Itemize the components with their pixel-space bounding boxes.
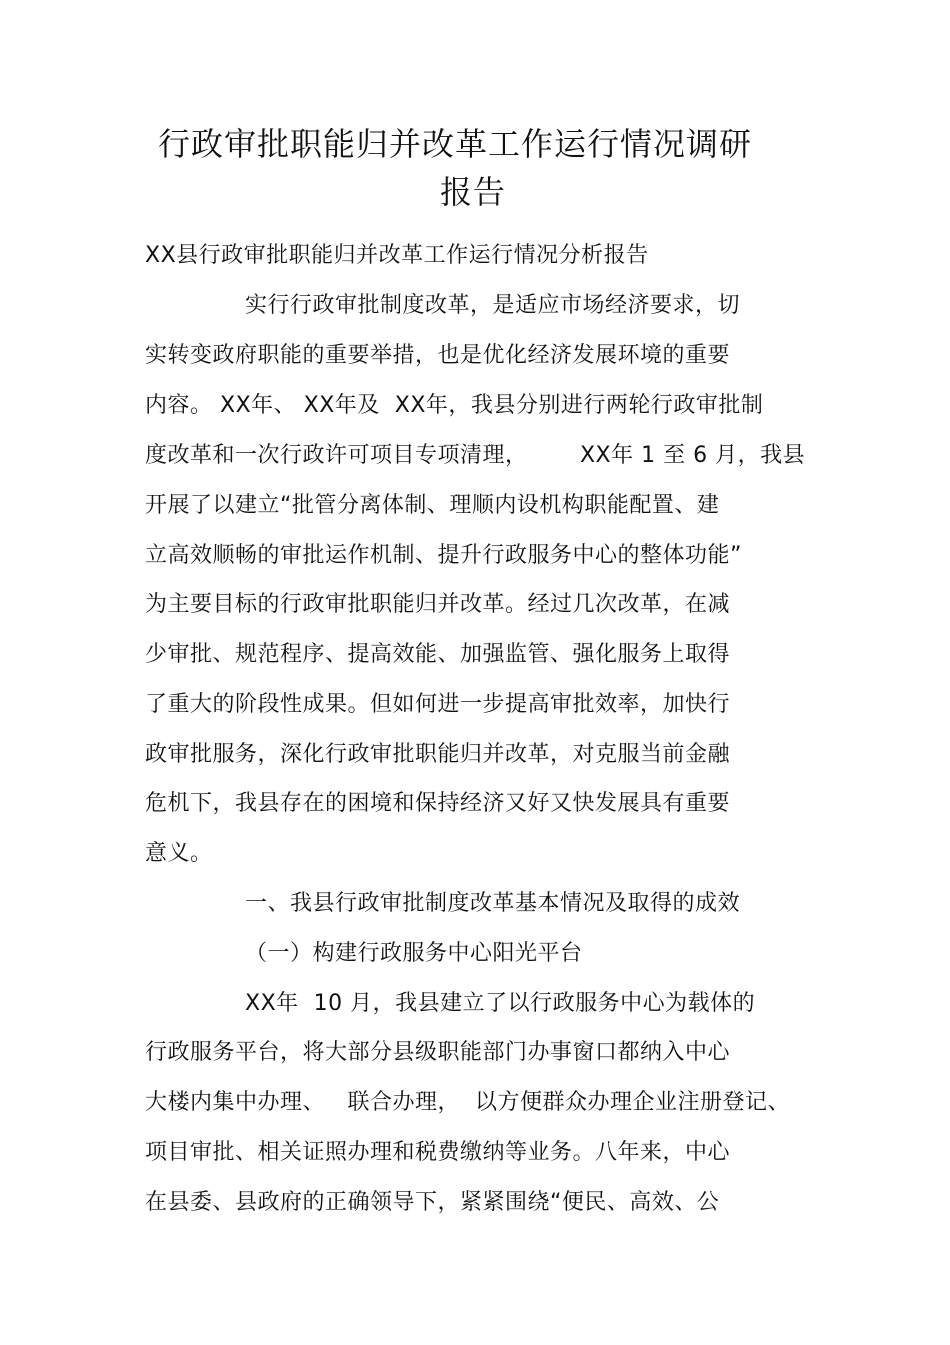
body-line: 开展了以建立“批管分离体制、理顺内设机构职能配置、建 xyxy=(145,493,720,518)
title-line-1: 行政审批职能归并改革工作运行情况调研 xyxy=(158,125,753,163)
title-line-2: 报告 xyxy=(440,173,507,211)
body-line: 政审批服务，深化行政审批职能归并改革，对克服当前金融 xyxy=(145,742,731,767)
body-line: 立高效顺畅的审批运作机制、提升行政服务中心的整体功能” xyxy=(145,543,742,568)
body-line: 内容。 XX年、 XX年及 XX年，我县分别进行两轮行政审批制 xyxy=(145,393,764,418)
body-line: 危机下，我县存在的困境和保持经济又好又快发展具有重要 xyxy=(145,791,731,816)
body-line: 行政服务平台，将大部分县级职能部门办事窗口都纳入中心 xyxy=(145,1040,731,1065)
body-line: 在县委、县政府的正确领导下，紧紧围绕“便民、高效、公 xyxy=(145,1190,720,1215)
subsection-heading: （一）构建行政服务中心阳光平台 xyxy=(245,941,583,966)
body-line: XX年 10 月，我县建立了以行政服务中心为载体的 xyxy=(245,991,756,1016)
body-line: 度改革和一次行政许可项目专项清理， XX年 1 至 6 月，我县 xyxy=(145,443,806,468)
body-line: 少审批、规范程序、提高效能、加强监管、强化服务上取得 xyxy=(145,642,731,667)
subtitle: XX县行政审批职能归并改革工作运行情况分析报告 xyxy=(145,243,649,268)
body-line: 项目审批、相关证照办理和税费缴纳等业务。八年来，中心 xyxy=(145,1140,731,1165)
body-line: 大楼内集中办理、 联合办理， 以方便群众办理企业注册登记、 xyxy=(145,1090,790,1115)
body-line: 意义。 xyxy=(145,841,213,866)
body-line: 为主要目标的行政审批职能归并改革。经过几次改革，在减 xyxy=(145,592,731,617)
section-heading: 一、我县行政审批制度改革基本情况及取得的成效 xyxy=(245,891,741,916)
body-line: 实转变政府职能的重要举措，也是优化经济发展环境的重要 xyxy=(145,343,731,368)
body-line: 了重大的阶段性成果。但如何进一步提高审批效率，加快行 xyxy=(145,692,731,717)
body-line: 实行行政审批制度改革，是适应市场经济要求，切 xyxy=(245,293,741,318)
